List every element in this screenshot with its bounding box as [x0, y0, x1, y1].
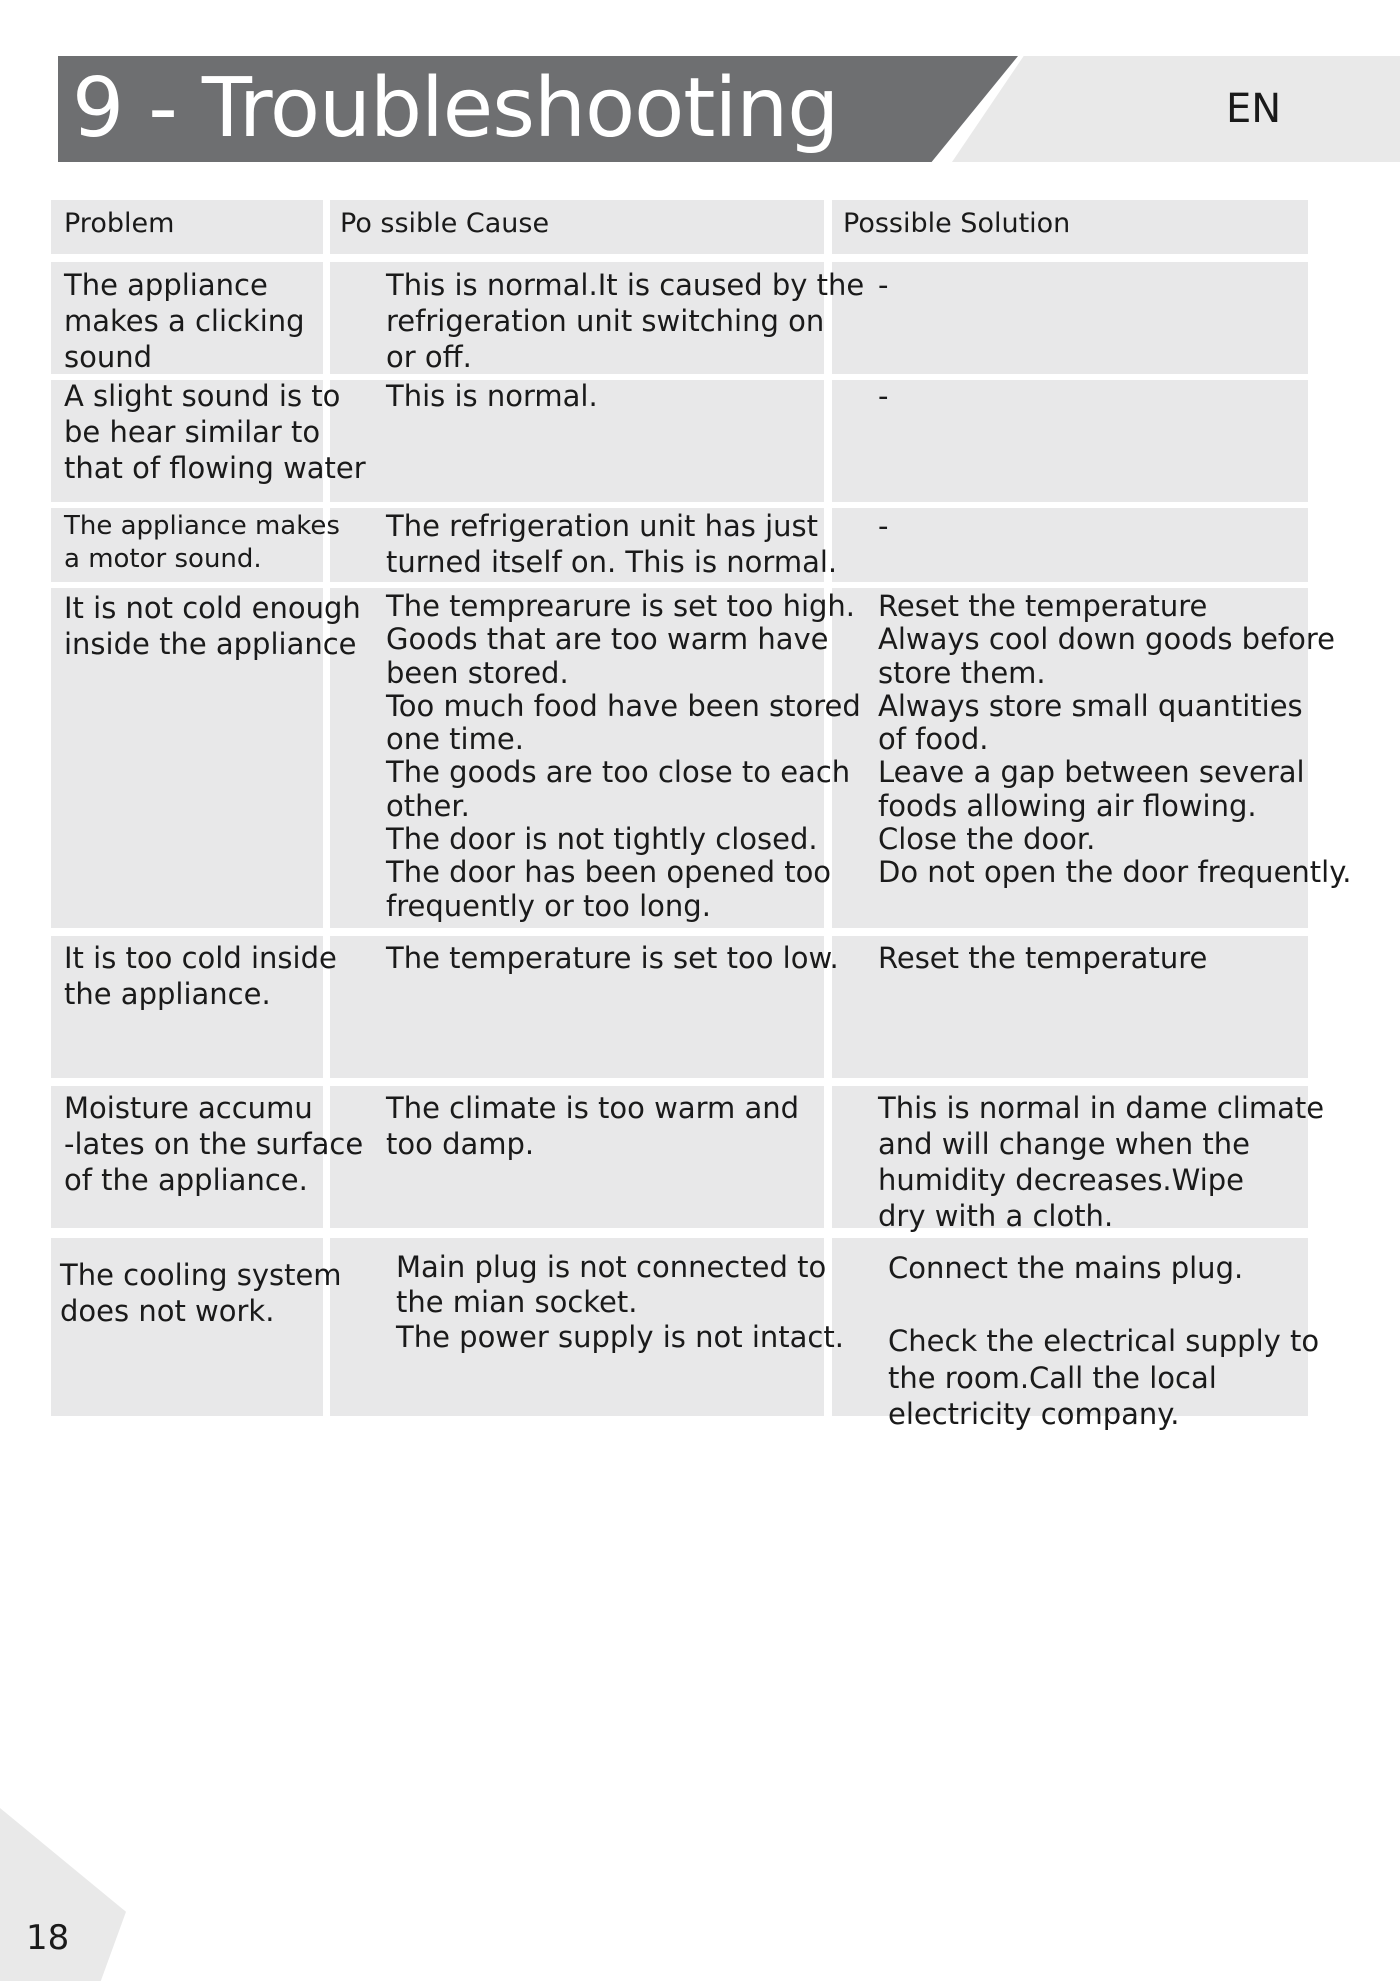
table-row-1-solution-cell — [832, 262, 1308, 374]
cause-text: The refrigeration unit has just turned itself on. This is normal. — [386, 509, 838, 579]
language-label: EN — [1226, 86, 1282, 132]
cause-text: This is normal.It is caused by the refrigeration unit switching on or off. — [386, 268, 865, 374]
page-number: 18 — [26, 1918, 70, 1958]
header-accent-shape — [952, 56, 1400, 162]
solution-text: Connect the mains plug. Check the electrical supply to the room.Call the local electricity company. — [888, 1251, 1320, 1431]
column-header-solution: Possible Solution — [843, 208, 1071, 239]
cause-text: This is normal. — [386, 379, 598, 413]
problem-text: It is too cold inside the appliance. — [64, 941, 337, 1011]
solution-text: This is normal in dame climate and will change when the humidity decreases.Wipe dry with a cloth. — [878, 1091, 1325, 1233]
solution-text: - — [878, 509, 889, 543]
cause-text: Main plug is not connected to the mian socket. The power supply is not intact. — [396, 1250, 844, 1354]
problem-text: It is not cold enough inside the appliance — [64, 591, 361, 661]
solution-text: Reset the temperature Always cool down goods before store them. Always store small quantities of food. Leave a gap between several foods allowing air flowing. Close the door. Do not open the door frequently. — [878, 589, 1352, 890]
column-header-problem: Problem — [64, 208, 175, 239]
cause-text: The temprearure is set too high. Goods that are too warm have been stored. Too much food have been stored one time. The goods are too close to each other. The door is not tightly closed. The door has been opened too frequently or too long. — [386, 589, 861, 923]
page-title: 9 - Troubleshooting — [72, 61, 839, 156]
table-row-2-solution-cell — [832, 380, 1308, 502]
cause-text: The temperature is set too low. — [386, 941, 839, 975]
problem-text: The appliance makes a motor sound. — [64, 511, 340, 574]
problem-text: A slight sound is to be hear similar to that of flowing water — [64, 379, 366, 485]
problem-text: Moisture accumu -lates on the surface of the appliance. — [64, 1091, 364, 1197]
cause-text: The climate is too warm and too damp. — [386, 1091, 800, 1161]
solution-text: Reset the temperature — [878, 941, 1208, 975]
problem-text: The cooling system does not work. — [60, 1258, 342, 1328]
problem-text: The appliance makes a clicking sound — [64, 268, 305, 374]
solution-text: - — [878, 379, 889, 413]
solution-text: - — [878, 268, 889, 302]
column-header-cause: Po ssible Cause — [340, 208, 550, 239]
table-row-3-solution-cell — [832, 508, 1308, 582]
